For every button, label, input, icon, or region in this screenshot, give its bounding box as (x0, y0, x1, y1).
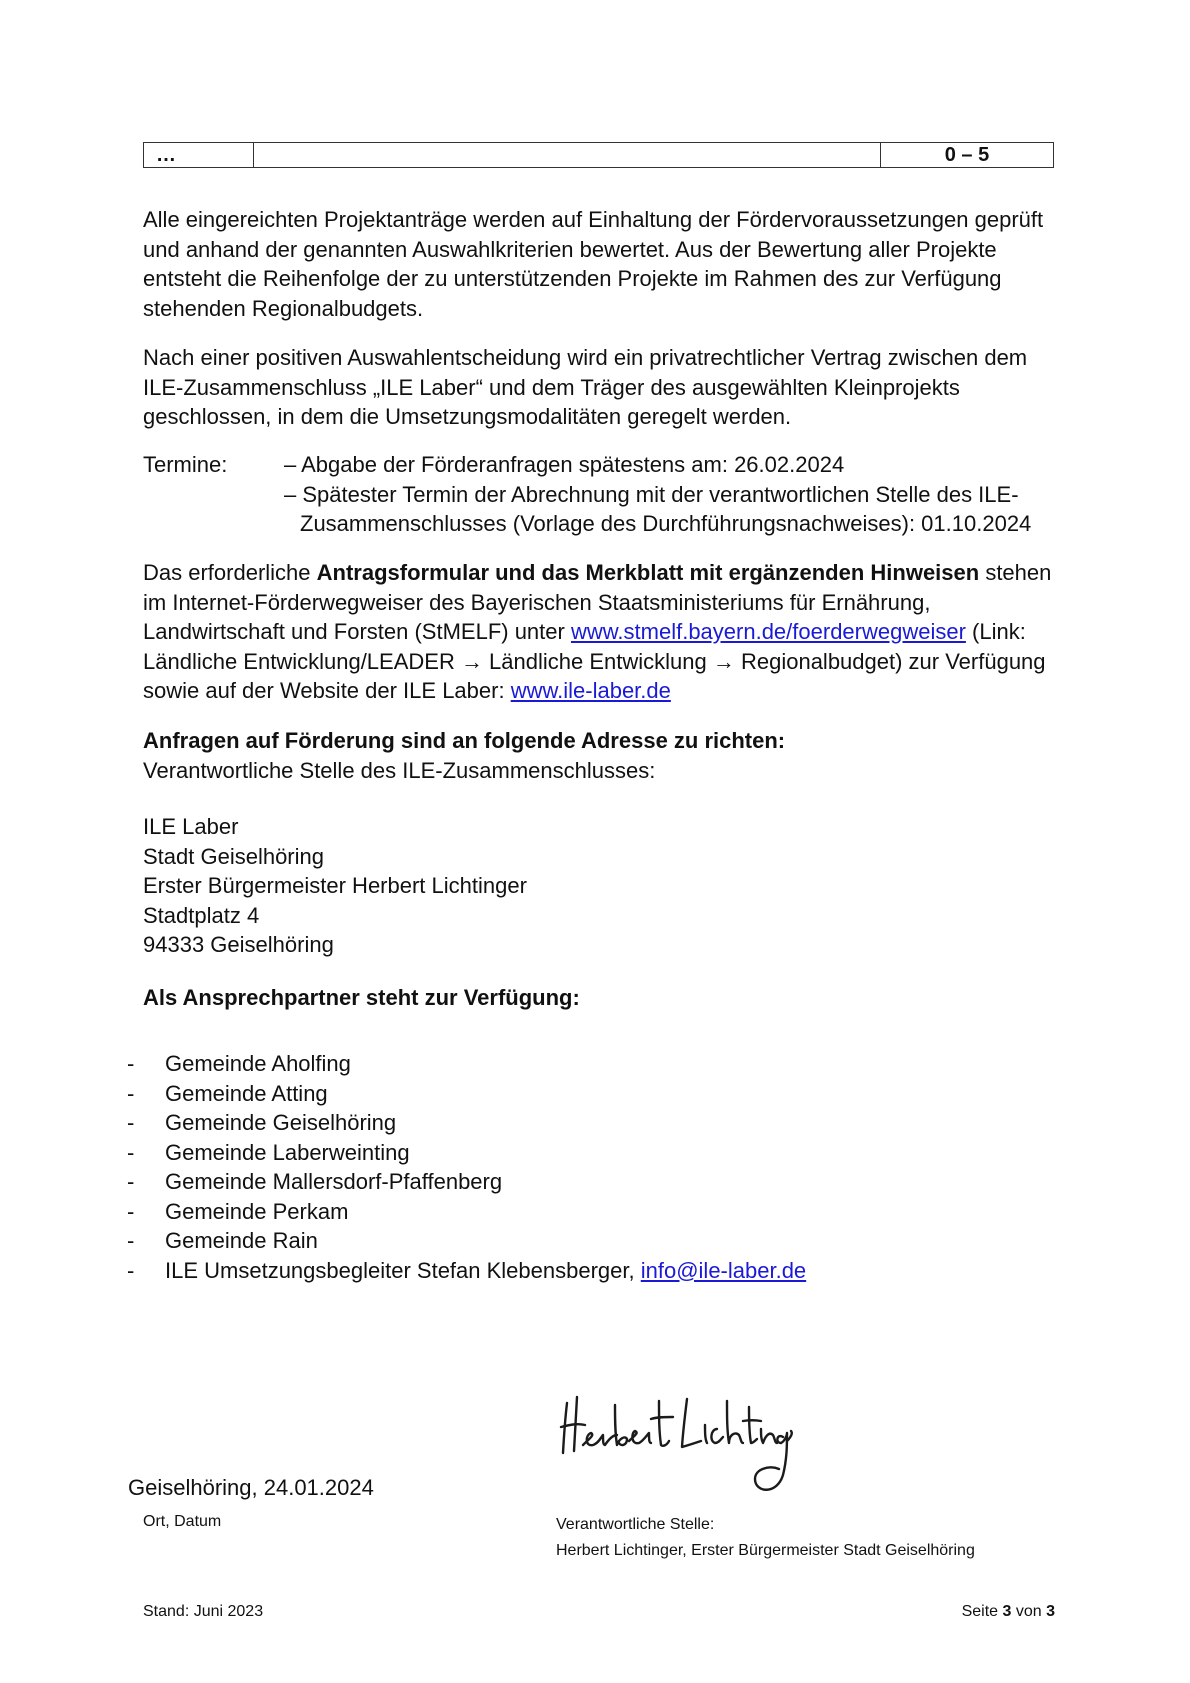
deadline-item-billing-line-1: – Spätester Termin der Abrechnung mit der verantwortlichen Stelle des ILE- (284, 481, 1019, 507)
postal-address (143, 812, 527, 960)
request-address-heading: Anfragen auf Förderung sind an folgende Adresse zu richten: (143, 728, 786, 753)
contacts-list (127, 1049, 806, 1285)
application-text-3: (Link: Ländliche Entwicklung/LEADER → Ländliche Entwicklung → Regionalbudget) zur Verfügung sowie auf der Website der ILE Laber: (143, 619, 1046, 703)
list-item: - Gemeinde Mallersdorf-Pfaffenberg (127, 1169, 503, 1194)
criteria-cell-number: … (144, 143, 254, 167)
request-address-block (143, 726, 1058, 785)
application-text-1: Das erforderliche (143, 560, 317, 585)
address-line-3: Erster Bürgermeister Herbert Lichtinger (143, 873, 527, 898)
paragraph-application-form-text (143, 558, 1058, 706)
address-line-5: 94333 Geiselhöring (143, 932, 334, 957)
footer-version: Stand: Juni 2023 (143, 1603, 264, 1620)
signer-name: Herbert Lichtinger, Erster Bürgermeister Stadt Geiselhöring (556, 1542, 975, 1559)
deadlines-label: Termine: (143, 452, 228, 477)
list-item: - Gemeinde Aholfing (127, 1051, 351, 1076)
criteria-cell-description (254, 143, 881, 167)
signer-block (556, 1512, 975, 1564)
list-item: - Gemeinde Rain (127, 1228, 318, 1253)
place-date-label: Ort, Datum (143, 1513, 222, 1530)
list-item: - Gemeinde Geiselhöring (127, 1110, 397, 1135)
deadline-item-billing-line-2: Zusammenschlusses (Vorlage des Durchführungsnachweises): 01.10.2024 (300, 511, 1032, 536)
list-item: - Gemeinde Laberweinting (127, 1139, 410, 1165)
footer-page-number: Seite 3 von 3 (961, 1603, 1055, 1620)
deadline-item-submission: – Abgabe der Förderanfragen spätestens am: 26.02.2024 (284, 452, 845, 477)
paragraph-contract (143, 343, 1058, 432)
list-item: - ILE Umsetzungsbegleiter Stefan Klebensberger, info@ile-laber.de (127, 1257, 807, 1283)
criteria-table-row (143, 142, 1054, 168)
link-ile-laber-website[interactable]: www.ile-laber.de (510, 678, 671, 703)
list-item: - Gemeinde Perkam (127, 1198, 349, 1224)
deadlines-list (284, 450, 1084, 539)
paragraph-evaluation (143, 205, 1058, 323)
address-line-4: Stadtplatz 4 (143, 902, 260, 928)
handwritten-signature (555, 1385, 795, 1505)
address-line-1: ILE Laber (143, 814, 239, 839)
criteria-cell-points: 0 – 5 (944, 144, 990, 166)
address-line-2: Stadt Geiselhöring (143, 843, 324, 869)
application-text-2: stehen im Internet-Förderwegweiser des Bayerischen Staatsministeriums für Ernährung, Landwirtschaft und Forsten (StMELF) unter (143, 560, 1052, 644)
contacts-heading: Als Ansprechpartner steht zur Verfügung: (143, 985, 580, 1010)
link-stmelf-foerderwegweiser[interactable]: www.stmelf.bayern.de/foerderwegweiser (570, 619, 966, 644)
application-bold-text: Antragsformular und das Merkblatt mit ergänzenden Hinweisen (316, 560, 980, 585)
email-link-info[interactable]: info@ile-laber.de (640, 1257, 807, 1283)
signer-label: Verantwortliche Stelle: (556, 1516, 715, 1533)
paragraph-application-form (143, 558, 1058, 706)
request-address-subheading: Verantwortliche Stelle des ILE-Zusammenschlusses: (143, 757, 656, 783)
place-date: Geiselhöring, 24.01.2024 (128, 1475, 374, 1500)
paragraph-contract-text: Nach einer positiven Auswahlentscheidung wird ein privatrechtlicher Vertrag zwischen dem ILE-Zusammenschluss „ILE Laber“ und dem Träger des ausgewählten Kleinprojekts geschlossen, in dem die Umsetzungsmodalitäten geregelt werden. (143, 345, 1028, 429)
paragraph-evaluation-text: Alle eingereichten Projektanträge werden auf Einhaltung der Fördervoraussetzungen geprüft und anhand der genannten Auswahlkriterien bewertet. Aus der Bewertung aller Projekte entsteht die Reihenfolge der zu unterstützenden Projekte im Rahmen des zur Verfügung stehenden Regionalbudgets. (143, 207, 1044, 321)
list-item: - Gemeinde Atting (127, 1080, 328, 1106)
